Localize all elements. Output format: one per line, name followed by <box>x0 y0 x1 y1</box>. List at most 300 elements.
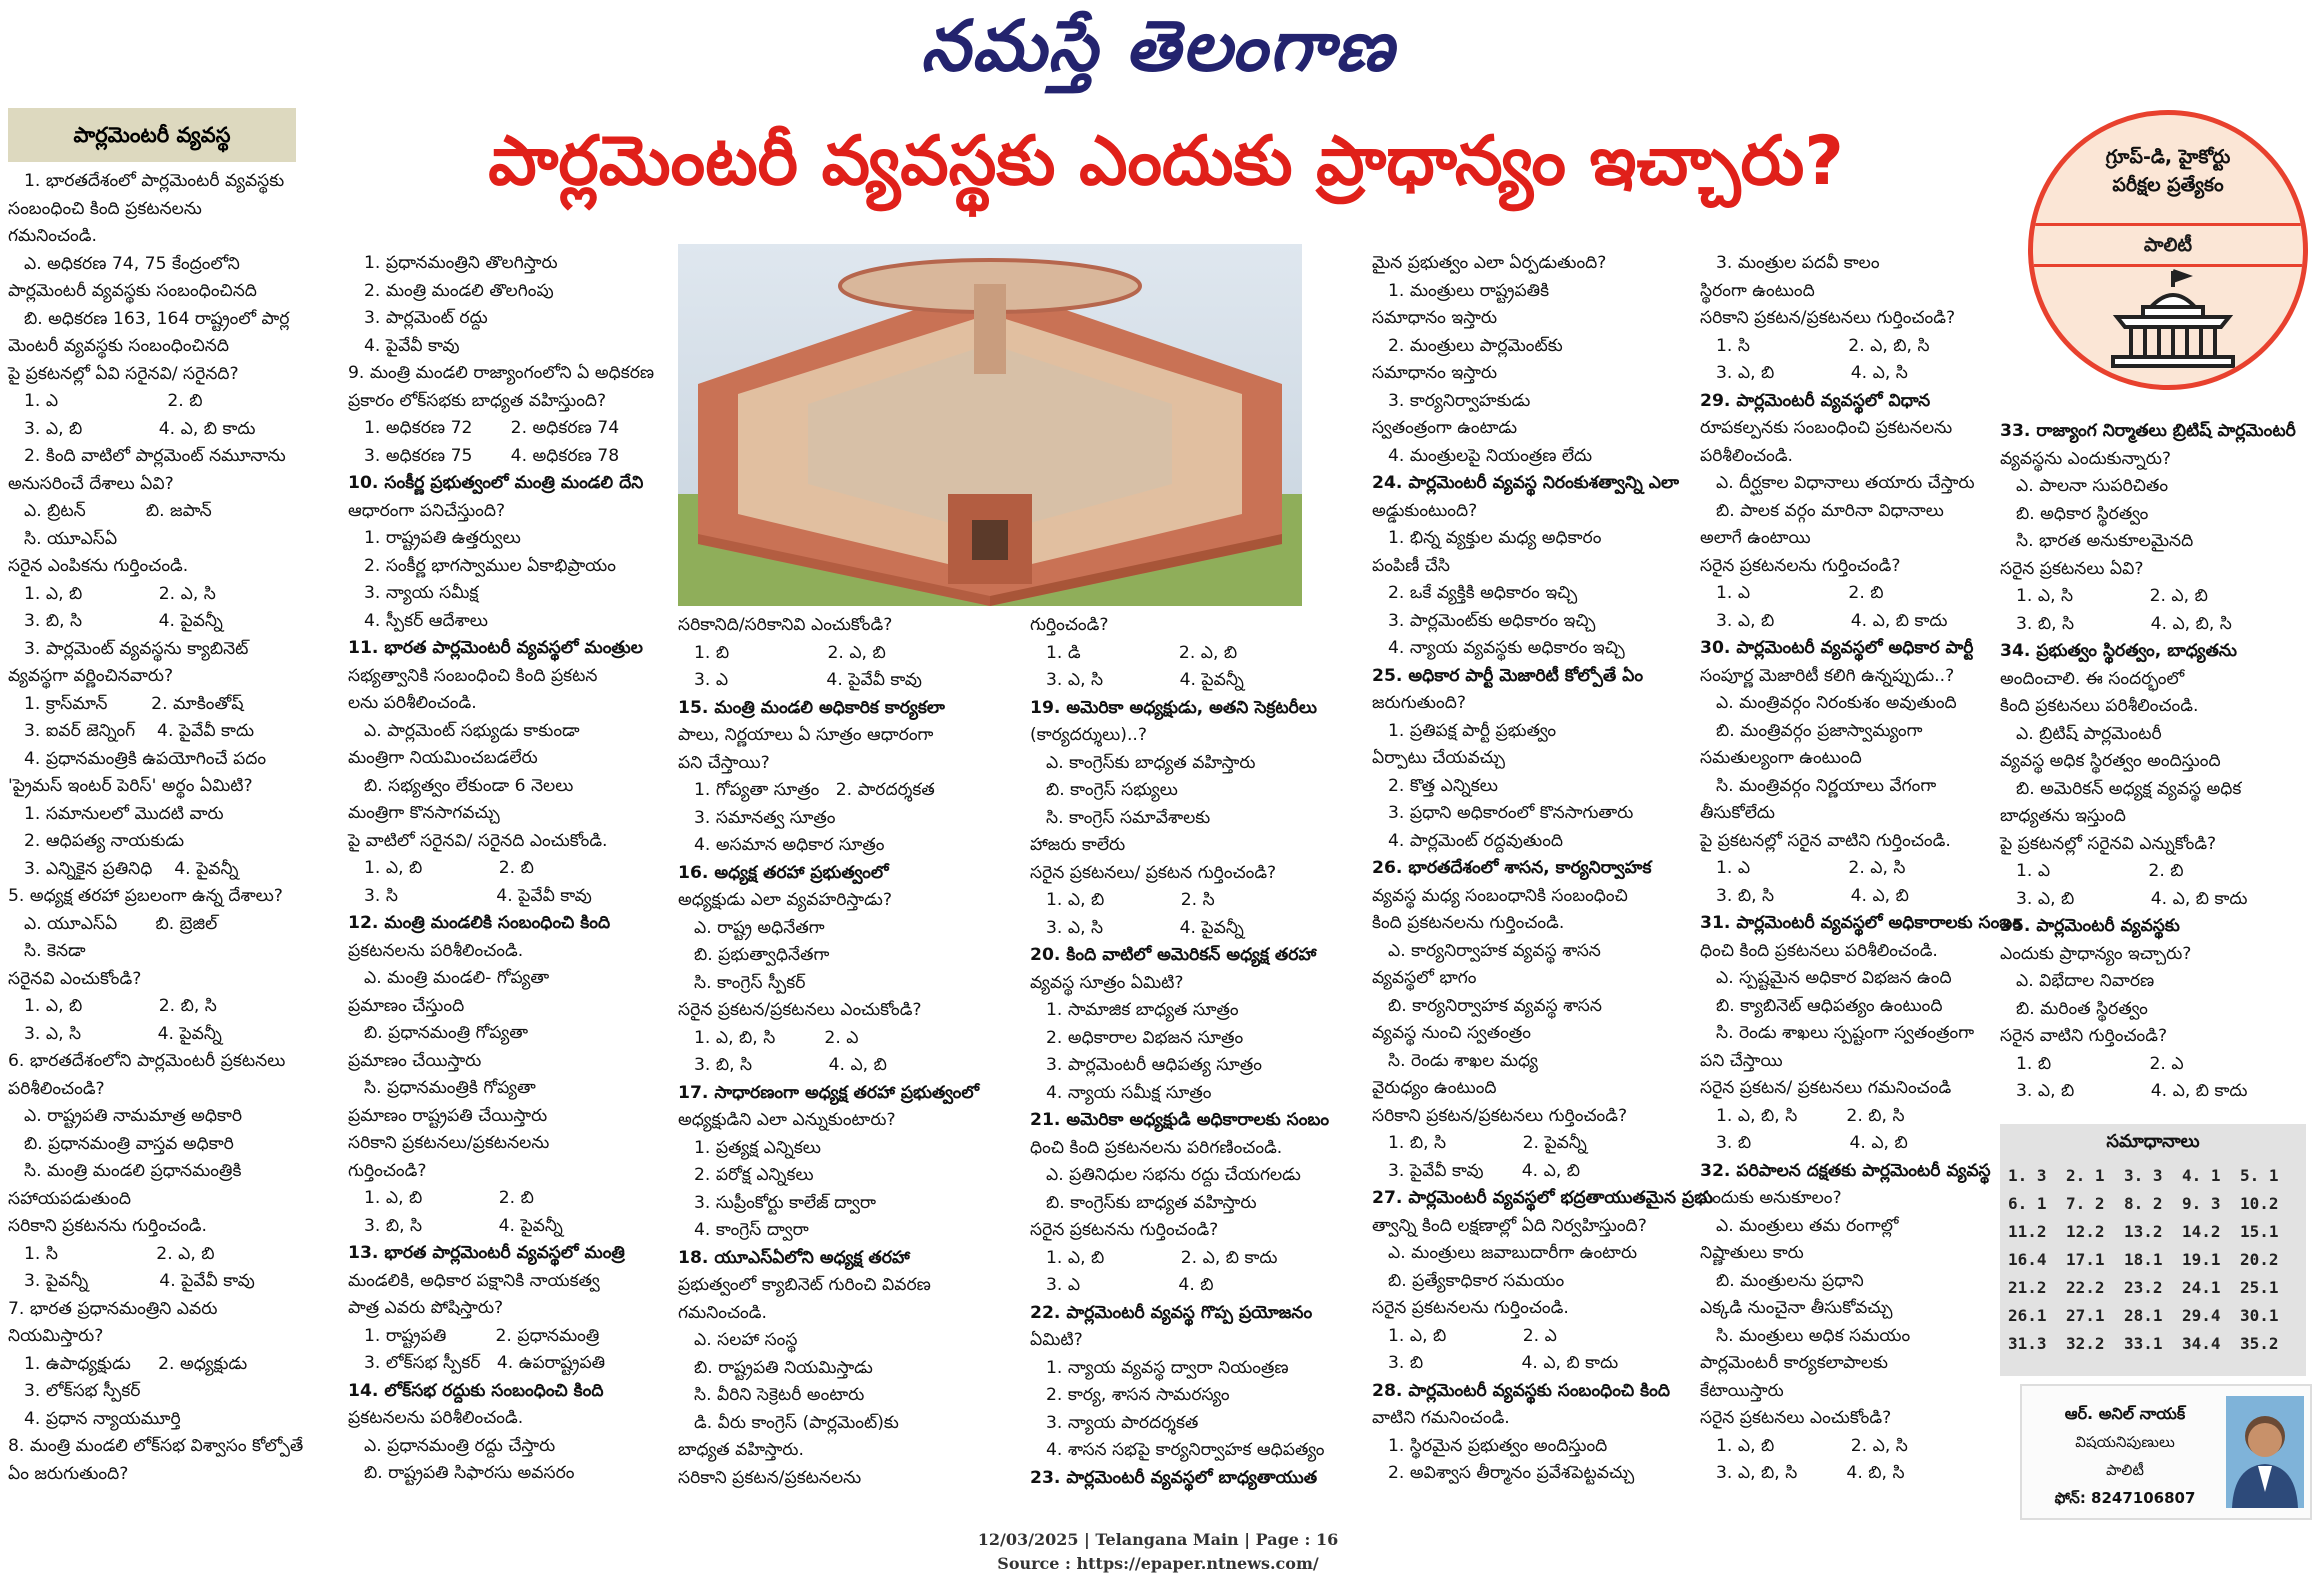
text-line: మెంటరీ వ్యవస్థకు సంబంధించినది <box>8 336 229 356</box>
text-line: సి. మంత్రివర్గం నిర్ణయాలు వేగంగా <box>1716 775 1937 796</box>
answer-item: 33.1 <box>2124 1334 2163 1353</box>
text-line: బి. అధికార స్థిరత్వం <box>2016 503 2149 524</box>
answer-item: 2. 1 <box>2066 1166 2105 1185</box>
text-line: ప్రమాణం చేస్తుంది <box>348 995 465 1016</box>
text-line: 1. ఎ, బి, సి 2. ఎ <box>694 1027 859 1048</box>
answer-item: 1. 3 <box>2008 1166 2047 1185</box>
text-line: 1. క్రాస్‌మాన్ 2. మాకింతోష్ <box>24 693 244 714</box>
text-line: సి. మంత్రి మండలి ప్రధానమంత్రికి <box>24 1161 242 1181</box>
text-line: కింది ప్రకటనలను గుర్తించండి. <box>1372 913 1565 933</box>
text-line: సరికాని ప్రకటన/ప్రకటనలు గుర్తించండి? <box>1372 1105 1628 1126</box>
answer-item: 3. 3 <box>2124 1166 2163 1185</box>
text-line: మైన ప్రభుత్వం ఎలా ఏర్పడుతుంది? <box>1372 253 1607 273</box>
text-line: 1. ఎ, బి 2. ఎ <box>1388 1325 1557 1346</box>
text-line: రూపకల్పనకు సంబంధించి ప్రకటనలను <box>1700 418 1953 438</box>
text-line: 1. డి 2. ఎ, బి <box>1046 642 1238 663</box>
text-line: సి. కెనడా <box>24 941 86 961</box>
text-line: సంబంధించి కింది ప్రకటనలను <box>8 198 202 219</box>
text-line: అధ్యక్షుడిని ఎలా ఎన్నుకుంటారు? <box>678 1110 896 1130</box>
answer-item: 15.1 <box>2240 1222 2279 1241</box>
column-1 <box>8 168 338 1488</box>
answer-item: 30.1 <box>2240 1306 2279 1325</box>
text-line: 1. బి 2. ఎ <box>2016 1053 2184 1074</box>
text-line: ఎ. రాష్ట్ర అధినేతగా <box>694 917 825 938</box>
text-line: 24. పార్లమెంటరీ వ్యవస్థ నిరంకుశత్వాన్ని ఎలా <box>1372 473 1679 493</box>
text-line: 4. అసమాన అధికార సూత్రం <box>694 835 885 855</box>
text-line: 1. ఎ 2. ఎ, సి <box>1716 858 1906 878</box>
text-line: సరికాని ప్రకటన/ప్రకటనలను <box>678 1467 862 1488</box>
text-line: బాధ్యత వహిస్తారు. <box>678 1440 804 1460</box>
text-line: 3. ఐవర్ జెన్నింగ్ 4. పైవేవీ కాదు <box>24 721 255 741</box>
answer-item: 21.2 <box>2008 1278 2047 1297</box>
author-subject: పాలిటీ <box>2105 1461 2145 1479</box>
answer-key <box>2000 1124 2306 1376</box>
text-line: 26. భారతదేశంలో శాసన, కార్యనిర్వాహక <box>1372 858 1652 878</box>
text-line: ఎ. అధికరణ 74, 75 కేంద్రంలోని <box>24 253 240 274</box>
text-line: 3. పార్లమెంటరీ ఆధిపత్య సూత్రం <box>1046 1055 1262 1075</box>
text-line: వైరుధ్యం ఉంటుంది <box>1372 1078 1497 1098</box>
text-line: సరైన ఎంపికను గుర్తించండి. <box>8 556 189 576</box>
text-line: వ్యవస్థగా వర్ణించినవారు? <box>8 666 174 686</box>
answer-item: 31.3 <box>2008 1334 2047 1353</box>
text-line: 3. లోక్‌సభ స్పీకర్ 4. ఉపరాష్ట్రపతి <box>364 1353 606 1373</box>
text-line: 17. సాధారణంగా అధ్యక్ష తరహా ప్రభుత్వంలో <box>678 1082 980 1103</box>
text-line: 3. పార్లమెంట్ రద్దు <box>364 308 488 328</box>
text-line: సరైన ప్రకటనలు ఏవి? <box>2000 558 2144 579</box>
text-line: 5. అధ్యక్ష తరహా ప్రబలంగా ఉన్న దేశాలు? <box>8 886 283 906</box>
text-line: పై ప్రకటనల్లో ఏవి సరైనవి/ సరైనది? <box>8 363 239 384</box>
text-line: 1. బి, సి 2. పైవన్నీ <box>1388 1133 1587 1153</box>
text-line: డి. వీరు కాంగ్రెస్ (పార్లమెంట్)కు <box>694 1412 899 1433</box>
text-line: ఎ. కాంగ్రెస్‌కు బాధ్యత వహిస్తారు <box>1046 752 1256 773</box>
text-line: 12. మంత్రి మండలికి సంబంధించి కింది <box>348 913 611 933</box>
text-line: మంత్రిగా నియమించబడలేరు <box>348 748 538 768</box>
text-line: అనుసరించే దేశాలు ఏవి? <box>8 473 174 494</box>
text-line: ఎ. ప్రతినిధుల సభను రద్దు చేయగలడు <box>1046 1165 1301 1185</box>
text-line: బి. క్యాబినెట్ ఆధిపత్యం ఉంటుంది <box>1716 995 1943 1016</box>
text-line: సి. భారత అనుకూలమైనది <box>2016 531 2194 551</box>
answer-key-title: సమాధానాలు <box>2106 1131 2200 1152</box>
text-line: స్వతంత్రంగా ఉంటాడు <box>1372 418 1518 438</box>
text-line: ఏర్పాటు చేయవచ్చు <box>1372 748 1505 768</box>
text-line: 3. ప్రధాని అధికారంలో కొనసాగుతారు <box>1388 803 1634 823</box>
text-line: 2. మంత్రి మండలి తొలగింపు <box>364 280 554 301</box>
text-line: 1. సి 2. ఎ, బి, సి <box>1716 335 1930 356</box>
text-line: 1. మంత్రులు రాష్ట్రపతికి <box>1388 280 1550 301</box>
text-line: 1. ఎ, బి 2. ఎ, బి కాదు <box>1046 1247 1278 1268</box>
text-line: సి. యూఎస్ఏ <box>24 528 118 549</box>
text-line: 3. పార్లమెంట్‌కు అధికారం ఇచ్చి <box>1388 610 1596 631</box>
text-line: సి. ప్రధానమంత్రికి గోప్యతా <box>364 1078 536 1098</box>
text-line: 21. అమెరికా అధ్యక్షుడి అధికారాలకు సంబం <box>1030 1110 1330 1130</box>
text-line: 3. లోక్‌సభ స్పీకర్ <box>24 1381 141 1401</box>
answer-item: 20.2 <box>2240 1250 2279 1269</box>
text-line: 3. ఎన్నికైన ప్రతినిధి 4. పైవన్నీ <box>24 858 239 879</box>
text-line: ఎ. యూఎస్ఏ బి. బ్రెజిల్ <box>24 913 218 934</box>
badge-line-1: గ్రూప్-డి, హైకోర్టు <box>2105 146 2231 168</box>
text-line: 32. పరిపాలన దక్షతకు పార్లమెంటరీ వ్యవస్థ <box>1700 1160 1991 1181</box>
text-line: 18. యూఎస్ఏలోని అధ్యక్ష తరహా <box>678 1247 910 1268</box>
footer-date-line: 12/03/2025 | Telangana Main | Page : 16 <box>977 1530 1339 1549</box>
text-line: బి. రాష్ట్రపతి సిఫారసు అవసరం <box>364 1463 575 1483</box>
text-line: పాలు, నిర్ణయాలు ఏ సూత్రం ఆధారంగా <box>678 725 934 745</box>
text-line: 3. బి, సి 4. ఎ, బి <box>694 1055 887 1075</box>
text-line: 3. పైవేవీ కావు 4. ఎ, బి <box>1388 1160 1581 1181</box>
text-line: 9. మంత్రి మండలి రాజ్యాంగంలోని ఏ అధికరణ <box>348 363 655 383</box>
column-3 <box>678 612 1018 1492</box>
text-line: 1. ప్రధానమంత్రిని తొలగిస్తారు <box>364 253 558 273</box>
text-line: 6. భారతదేశంలోని పార్లమెంటరీ ప్రకటనలు <box>8 1051 286 1071</box>
text-line: 4. స్పీకర్ ఆదేశాలు <box>364 610 488 631</box>
answer-item: 12.2 <box>2066 1222 2105 1241</box>
text-line: తీసుకోలేదు <box>1700 803 1775 823</box>
text-line: 33. రాజ్యాంగ నిర్మాతలు బ్రిటిష్ పార్లమెంటరీ <box>2000 421 2296 441</box>
answer-item: 5. 1 <box>2240 1166 2279 1185</box>
text-line: సి. కాంగ్రెస్ సమావేశాలకు <box>1046 807 1211 828</box>
text-line: సరైన ప్రకటన/ ప్రకటనలు గమనించండి <box>1700 1078 1952 1098</box>
text-line: 3. కార్యనిర్వాహకుడు <box>1388 390 1531 411</box>
text-line: సమాధానం ఇస్తారు <box>1372 308 1498 328</box>
text-line: సరికాని ప్రకటనను గుర్తించండి. <box>8 1216 207 1236</box>
text-line: 3. బి 4. ఎ, బి <box>1716 1133 1908 1153</box>
text-line: బాధ్యతను ఇస్తుంది <box>2000 806 2126 826</box>
text-line: బి. పాలక వర్గం మారినా విధానాలు <box>1716 500 1944 521</box>
text-line: 28. పార్లమెంటరీ వ్యవస్థకు సంబంధించి కింది <box>1372 1380 1670 1401</box>
page-headline: పార్లమెంటరీ వ్యవస్థకు ఎందుకు ప్రాధాన్యం ఇచ్చారు? <box>488 122 1844 201</box>
text-line: సి. వీరిని సెక్రెటరీ అంటారు <box>694 1385 865 1405</box>
text-line: 1. ప్రతిపక్ష పార్టీ ప్రభుత్వం <box>1388 720 1557 741</box>
text-line: 3. న్యాయ సమీక్ష <box>364 583 479 603</box>
text-line: బి. మంత్రులను ప్రధాని <box>1716 1270 1864 1291</box>
text-line: 1. భారతదేశంలో పార్లమెంటరీ వ్యవస్థకు <box>24 171 285 191</box>
text-line: జరుగుతుంది? <box>1372 693 1466 713</box>
text-line: 1. ప్రత్యక్ష ఎన్నికలు <box>694 1137 821 1158</box>
text-line: ప్రభుత్వంలో క్యాబినెట్ గురించి వివరణ <box>678 1275 931 1295</box>
text-line: సరైన ప్రకటనలను గుర్తించండి. <box>1372 1298 1569 1318</box>
text-line: 2. కార్య, శాసన సామరస్యం <box>1046 1385 1230 1405</box>
answer-item: 8. 2 <box>2124 1194 2163 1213</box>
answer-item: 9. 3 <box>2182 1194 2221 1213</box>
text-line: సరైన ప్రకటనను గుర్తించండి? <box>1030 1220 1219 1240</box>
column-5 <box>1372 250 1714 1488</box>
author-photo <box>2226 1396 2304 1508</box>
text-line: గుర్తించండి? <box>348 1160 427 1181</box>
text-line: పై ప్రకటనల్లో సరైన వాటిని గుర్తించండి. <box>1700 830 1951 851</box>
text-line: సి. రెండు శాఖల మధ్య <box>1388 1050 1538 1071</box>
text-line: సరైనవి ఎంచుకోండి? <box>8 968 142 989</box>
author-name: ఆర్. అనిల్ నాయక్ <box>2064 1404 2186 1423</box>
text-line: ఎ. పార్లమెంట్ సభ్యుడు కాకుండా <box>364 720 580 741</box>
text-line: అధ్యక్షుడు ఎలా వ్యవహరిస్తాడు? <box>678 890 892 910</box>
text-line: గుర్తించండి? <box>1030 615 1109 635</box>
text-line: 2. సంకీర్ణ భాగస్వాముల ఏకాభిప్రాయం <box>364 555 616 576</box>
text-line: ఎక్కడి నుంచైనా తీసుకోవచ్చు <box>1700 1298 1893 1318</box>
column-4 <box>1030 612 1366 1492</box>
answer-item: 26.1 <box>2008 1306 2047 1325</box>
text-line: 1. సామాజిక బాధ్యత సూత్రం <box>1046 1000 1239 1020</box>
text-line: 1. న్యాయ వ్యవస్థ ద్వారా నియంత్రణ <box>1046 1357 1289 1378</box>
text-line: 3. ఎ, సి 4. పైవన్నీ <box>24 1023 222 1044</box>
subject-badge <box>2028 110 2308 390</box>
text-line: 4. కాంగ్రెస్ ద్వారా <box>694 1220 809 1240</box>
text-line: 3. బి, సి 4. పైవన్నీ <box>364 1215 563 1236</box>
text-line: బి. మంత్రివర్గం ప్రజాస్వామ్యంగా <box>1716 720 1923 741</box>
text-line: 30. పార్లమెంటరీ వ్యవస్థలో అధికార పార్టీ <box>1700 638 1974 658</box>
text-line: 2. ఆధిపత్య నాయకుడు <box>24 831 185 851</box>
text-line: 14. లోక్‌సభ రద్దుకు సంబంధించి కింది <box>348 1380 604 1401</box>
text-line: 4. మంత్రులపై నియంత్రణ లేదు <box>1388 445 1593 466</box>
text-line: 1. ఎ, బి 2. ఎ, సి <box>24 583 216 604</box>
text-line: 3. సి 4. పైవేవీ కావు <box>364 885 592 906</box>
text-line: ప్రకటనలను పరిశీలించండి. <box>348 940 524 961</box>
text-line: 1. భిన్న వ్యక్తుల మధ్య అధికారం <box>1388 528 1602 548</box>
text-line: లను పరిశీలించండి. <box>348 693 477 713</box>
text-line: పని చేస్తాయి <box>1700 1050 1783 1071</box>
text-line: 1. ఎ, బి 2. సి <box>1046 890 1215 910</box>
text-line: ఎ. బ్రిటిష్ పార్లమెంటరీ <box>2016 723 2162 744</box>
text-line: 2. కొత్త ఎన్నికలు <box>1388 775 1498 796</box>
text-line: ఎందుకు అనుకూలం? <box>1700 1188 1842 1208</box>
text-line: 1. రాష్ట్రపతి 2. ప్రధానమంత్రి <box>364 1325 600 1346</box>
text-line: 25. అధికార పార్టీ మెజారిటీ కోల్పోతే ఏం <box>1372 665 1644 686</box>
text-line: పార్లమెంటరీ కార్యకలాపాలకు <box>1700 1353 1888 1373</box>
text-line: 3. బి, సి 4. ఎ, బి, సి <box>2016 613 2232 634</box>
text-line: 3. అధికరణ 75 4. అధికరణ 78 <box>364 445 620 466</box>
answer-item: 7. 2 <box>2066 1194 2105 1213</box>
text-line: 23. పార్లమెంటరీ వ్యవస్థలో బాధ్యతాయుత <box>1030 1467 1318 1488</box>
text-line: 2. అవిశ్వాస తీర్మానం ప్రవేశపెట్టవచ్చు <box>1388 1463 1635 1483</box>
author-role: విషయనిపుణులు <box>2075 1433 2175 1451</box>
text-line: బి. కార్యనిర్వాహక వ్యవస్థ శాసన <box>1388 995 1602 1016</box>
parliament-illustration <box>678 244 1302 606</box>
badge-line-2: పరీక్షల ప్రత్యేకం <box>2112 174 2224 196</box>
text-line: బి. కాంగ్రెస్‌కు బాధ్యత వహిస్తారు <box>1046 1192 1257 1213</box>
answer-item: 27.1 <box>2066 1306 2105 1325</box>
answer-item: 17.1 <box>2066 1250 2105 1269</box>
text-line: 29. పార్లమెంటరీ వ్యవస్థలో విధాన <box>1700 390 1931 411</box>
text-line: అలాగే ఉంటాయి <box>1700 528 1811 548</box>
text-line: ఎ. ప్రధానమంత్రి రద్దు చేస్తారు <box>364 1435 556 1456</box>
text-line: 10. సంకీర్ణ ప్రభుత్వంలో మంత్రి మండలి దేని <box>348 473 644 493</box>
text-line: ఎ. రాష్ట్రపతి నామమాత్ర అధికారి <box>24 1106 243 1126</box>
text-line: వ్యవస్థను ఎందుకున్నారు? <box>2000 448 2172 469</box>
answer-item: 29.4 <box>2182 1306 2221 1325</box>
text-line: 3. న్యాయ పారదర్శకత <box>1046 1412 1199 1433</box>
text-line: సరికాని ప్రకటన/ప్రకటనలు గుర్తించండి? <box>1700 308 1956 328</box>
text-line: సరైన వాటిని గుర్తించండి? <box>2000 1026 2168 1046</box>
text-line: మంత్రిగా కొనసాగవచ్చు <box>348 803 500 823</box>
text-line: 1. ఎ, సి 2. ఎ, బి <box>2016 586 2208 606</box>
text-line: 4. పార్లమెంట్ రద్దవుతుంది <box>1388 830 1564 851</box>
text-line: ఎ. మంత్రులు జవాబుదారీగా ఉంటారు <box>1388 1243 1638 1263</box>
answer-item: 11.2 <box>2008 1222 2047 1241</box>
text-line: 3. మంత్రుల పదవీ కాలం <box>1716 253 1880 273</box>
text-line: 19. అమెరికా అధ్యక్షుడు, అతని సెక్రటరీలు <box>1030 697 1317 718</box>
text-line: 3. ఎ 4. పైవేవీ కావు <box>694 670 922 690</box>
answer-item: 32.2 <box>2066 1334 2105 1353</box>
text-line: 20. కింది వాటిలో అమెరికన్ అధ్యక్ష తరహా <box>1030 945 1317 965</box>
text-line: సహాయపడుతుంది <box>8 1188 131 1209</box>
text-line: బి. ప్రధానమంత్రి గోప్యతా <box>364 1023 528 1043</box>
text-line: పని చేస్తాయి? <box>678 752 770 773</box>
text-line: 4. న్యాయ సమీక్ష సూత్రం <box>1046 1082 1212 1103</box>
answer-item: 6. 1 <box>2008 1194 2047 1213</box>
text-line: 22. పార్లమెంటరీ వ్యవస్థ గొప్ప ప్రయోజనం <box>1030 1302 1313 1323</box>
text-line: సి. రెండు శాఖలు స్పష్టంగా స్వతంత్రంగా <box>1716 1023 1975 1043</box>
answer-item: 25.1 <box>2240 1278 2279 1297</box>
text-line: 3. పైవన్నీ 4. పైవేవీ కావు <box>24 1271 255 1291</box>
text-line: బి. అమెరికన్ అధ్యక్ష వ్యవస్థ అధిక <box>2016 778 2242 799</box>
text-line: పంపిణీ చేసి <box>1372 555 1450 576</box>
text-line: ఏమిటి? <box>1030 1330 1083 1350</box>
text-line: ఎ. మంత్రి మండలి- గోప్యతా <box>364 968 550 988</box>
text-line: సరికాని ప్రకటనలు/ప్రకటనలను <box>348 1133 550 1153</box>
text-line: వ్యవస్థ సూత్రం ఏమిటి? <box>1030 972 1184 993</box>
answer-item: 28.1 <box>2124 1306 2163 1325</box>
answer-item: 10.2 <box>2240 1194 2279 1213</box>
text-line: ఏం జరుగుతుంది? <box>8 1463 129 1484</box>
col1-text <box>8 168 338 1488</box>
text-line: 11. భారత పార్లమెంటరీ వ్యవస్థలో మంత్రుల <box>348 638 643 658</box>
text-line: 2. పరోక్ష ఎన్నికలు <box>694 1165 814 1185</box>
text-line: 2. ఒకే వ్యక్తికి అధికారం ఇచ్చి <box>1388 583 1578 603</box>
text-line: ఎ. కార్యనిర్వాహక వ్యవస్థ శాసన <box>1388 940 1601 961</box>
text-line: వాటిని గమనించండి. <box>1372 1408 1510 1428</box>
text-line: సమాధానం ఇస్తారు <box>1372 363 1498 383</box>
text-line: బి. అధికరణ 163, 164 రాష్ట్రంలో పార్ల <box>24 308 290 329</box>
parliament-building-icon <box>2103 267 2243 371</box>
text-line: నిష్ణాతులు కారు <box>1700 1243 1804 1263</box>
badge-subject-band: పాలిటీ <box>2033 223 2303 267</box>
text-line: సరైన ప్రకటనలను గుర్తించండి? <box>1700 555 1901 576</box>
text-line: బి. ప్రభుత్వాధినేతగా <box>694 945 830 965</box>
text-line: ఎందుకు ప్రాధాన్యం ఇచ్చారు? <box>2000 943 2192 964</box>
text-line: ప్రకారం లోక్‌సభకు బాధ్యత వహిస్తుంది? <box>348 390 607 411</box>
text-line: 15. మంత్రి మండలి అధికారిక కార్యకలా <box>678 697 945 718</box>
text-line: పరిశీలించండి? <box>8 1078 105 1099</box>
text-line: 4. శాసన సభపై కార్యనిర్వాహక ఆధిపత్యం <box>1046 1440 1325 1460</box>
text-line: పాత్ర ఎవరు పోషిస్తారు? <box>348 1298 504 1318</box>
text-line: వ్యవస్థలో భాగం <box>1372 968 1477 988</box>
text-line: 4. పైవేవీ కావు <box>364 335 460 356</box>
text-line: సరైన ప్రకటనలు/ ప్రకటన గుర్తించండి? <box>1030 862 1277 883</box>
text-line: 3. బి, సి 4. పైవన్నీ <box>24 611 223 631</box>
parliament-photo <box>678 244 1302 606</box>
text-line: బి. ప్రత్యేకాధికార సమయం <box>1388 1270 1565 1291</box>
text-line: 1. బి 2. ఎ, బి <box>694 642 886 663</box>
text-line: 1. ఎ 2. బి <box>24 391 203 411</box>
text-line: పార్లమెంటరీ వ్యవస్థకు సంబంధించినది <box>8 281 257 301</box>
text-line: 1. అధికరణ 72 2. అధికరణ 74 <box>364 418 620 438</box>
text-line: సంపూర్ణ మెజారిటీ కలిగి ఉన్నప్పుడు..? <box>1700 665 1955 686</box>
answer-item: 35.2 <box>2240 1334 2279 1353</box>
text-line: 1. ఎ, బి, సి 2. బి, సి <box>1716 1105 1905 1126</box>
text-line: 1. స్థిరమైన ప్రభుత్వం అందిస్తుంది <box>1388 1435 1608 1456</box>
text-line: 34. ప్రభుత్వం స్థిరత్వం, బాధ్యతను <box>2000 641 2237 661</box>
text-line: 3. ఎ 4. బి <box>1046 1275 1214 1295</box>
text-line: ప్రమాణం చేయిస్తారు <box>348 1050 482 1071</box>
text-line: 1. ఎ, బి 2. బి <box>364 858 534 878</box>
text-line: గమనించండి. <box>8 226 97 246</box>
text-line: ప్రమాణం రాష్ట్రపతి చేయిస్తారు <box>348 1105 548 1126</box>
text-line: అడ్డుకుంటుంది? <box>1372 500 1478 521</box>
text-line: పై ప్రకటనల్లో సరైనవి ఎన్నుకోండి? <box>2000 833 2217 854</box>
answer-item: 13.2 <box>2124 1222 2163 1241</box>
text-line: 1. ఎ, బి 2. బి <box>364 1188 534 1208</box>
text-line: ఎ. పాలనా సుపరిచితం <box>2016 476 2169 496</box>
text-line: బి. ప్రధానమంత్రి వాస్తవ అధికారి <box>24 1133 234 1154</box>
text-line: త్వాన్ని కింది లక్షణాల్లో ఏది నిర్వహిస్తుంది? <box>1372 1215 1647 1236</box>
text-line: 1. ఎ 2. బి <box>1716 583 1884 603</box>
text-line: 1. రాష్ట్రపతి ఉత్తర్వులు <box>364 528 521 548</box>
text-line: కేటాయిస్తారు <box>1700 1380 1784 1401</box>
text-line: ఎ. దీర్ఘకాల విధానాలు తయారు చేస్తారు <box>1716 473 1975 493</box>
answer-key-grid <box>2000 1160 2306 1359</box>
column-7 <box>2000 418 2306 1106</box>
text-line: నియమిస్తారు? <box>8 1326 104 1346</box>
text-line: 3. ఎ, బి 4. ఎ, బి కాదు <box>24 418 256 439</box>
text-line: ఎ. సలహా సంస్థ <box>694 1330 798 1350</box>
text-line: 1. గోప్యతా సూత్రం 2. పారదర్శకత <box>694 780 935 800</box>
text-line: ఎ. విభేదాల నివారణ <box>2016 971 2155 991</box>
text-line: హాజరు కాలేరు <box>1030 835 1126 855</box>
text-line: స్థిరంగా ఉంటుంది <box>1700 280 1815 301</box>
text-line: 3. ఎ, సి 4. పైవన్నీ <box>1046 917 1244 938</box>
text-line: 2. అధికారాల విభజన సూత్రం <box>1046 1027 1244 1048</box>
text-line: 3. బి, సి 4. ఎ, బి <box>1716 885 1909 906</box>
text-line: కింది ప్రకటనలు పరిశీలించండి. <box>2000 696 2199 716</box>
text-line: ఎ. బ్రిటన్ బి. జపాన్ <box>24 501 212 521</box>
text-line: ఎ. స్పష్టమైన అధికార విభజన ఉంది <box>1716 968 1952 988</box>
text-line: బి. సభ్యత్వం లేకుండా 6 నెలలు <box>364 775 574 796</box>
answer-item: 19.1 <box>2182 1250 2221 1269</box>
text-line: 4. ప్రధానమంత్రికి ఉపయోగించే పదం <box>24 748 267 769</box>
answer-item: 18.1 <box>2124 1250 2163 1269</box>
text-line: 31. పార్లమెంటరీ వ్యవస్థలో అధికారాలకు సంబం <box>1700 913 2021 933</box>
text-line: 1. ఎ 2. బి <box>2016 861 2184 881</box>
text-line: 27. పార్లమెంటరీ వ్యవస్థలో భద్రతాయుతమైన ప్రభు <box>1372 1188 1714 1208</box>
text-line: సరైన ప్రకటన/ప్రకటనలు ఎంచుకోండి? <box>678 1000 922 1020</box>
text-line: ఎ. మంత్రులు తమ రంగాల్లో <box>1716 1215 1899 1236</box>
answer-item: 34.4 <box>2182 1334 2221 1353</box>
text-line: 3. ఎ, సి 4. పైవన్నీ <box>1046 670 1244 690</box>
text-line: 1. ఎ, బి 2. బి, సి <box>24 996 217 1016</box>
text-line: బి. రాష్ట్రపతి నియమిస్తాడు <box>694 1357 873 1378</box>
text-line: సరికానిది/సరికానివి ఎంచుకోండి? <box>678 615 893 635</box>
text-line: వ్యవస్థ మధ్య సంబంధానికి సంబంధించి <box>1372 885 1628 906</box>
text-line: ప్రకటనలను పరిశీలించండి. <box>348 1408 524 1428</box>
page-footer <box>0 1528 2316 1576</box>
text-line: 3. ఎ, బి 4. ఎ, బి కాదు <box>2016 888 2248 909</box>
answer-item: 16.4 <box>2008 1250 2047 1269</box>
text-line: 3. బి 4. ఎ, బి కాదు <box>1388 1353 1619 1373</box>
text-line: 13. భారత పార్లమెంటరీ వ్యవస్థలో మంత్రి <box>348 1243 625 1263</box>
author-box <box>2020 1384 2312 1520</box>
column-2 <box>348 250 668 1488</box>
text-line: 3. ఎ, బి 4. ఎ, బి కాదు <box>2016 1081 2248 1101</box>
footer-source-line: Source : https://epaper.ntnews.com/ <box>997 1554 1319 1573</box>
text-line: 1. సమానులలో మొదటి వారు <box>24 803 224 824</box>
text-line: వ్యవస్థ నుంచి స్వతంత్రం <box>1372 1023 1531 1043</box>
text-line: ఆధారంగా పనిచేస్తుంది? <box>348 500 506 521</box>
text-line: 2. కింది వాటిలో పార్లమెంట్ నమూనాను <box>24 446 286 466</box>
text-line: 3. సుప్రీంకోర్టు కాలేజ్ ద్వారా <box>694 1192 876 1213</box>
answer-item: 24.1 <box>2182 1278 2221 1297</box>
text-line: 16. అధ్యక్ష తరహా ప్రభుత్వంలో <box>678 862 889 883</box>
text-line: సి. మంత్రులు అధిక సమయం <box>1716 1325 1911 1346</box>
text-line: 35. పార్లమెంటరీ వ్యవస్థకు <box>2000 916 2180 936</box>
text-line: 8. మంత్రి మండలి లోక్‌సభ విశ్వాసం కోల్పోతే <box>8 1436 304 1456</box>
